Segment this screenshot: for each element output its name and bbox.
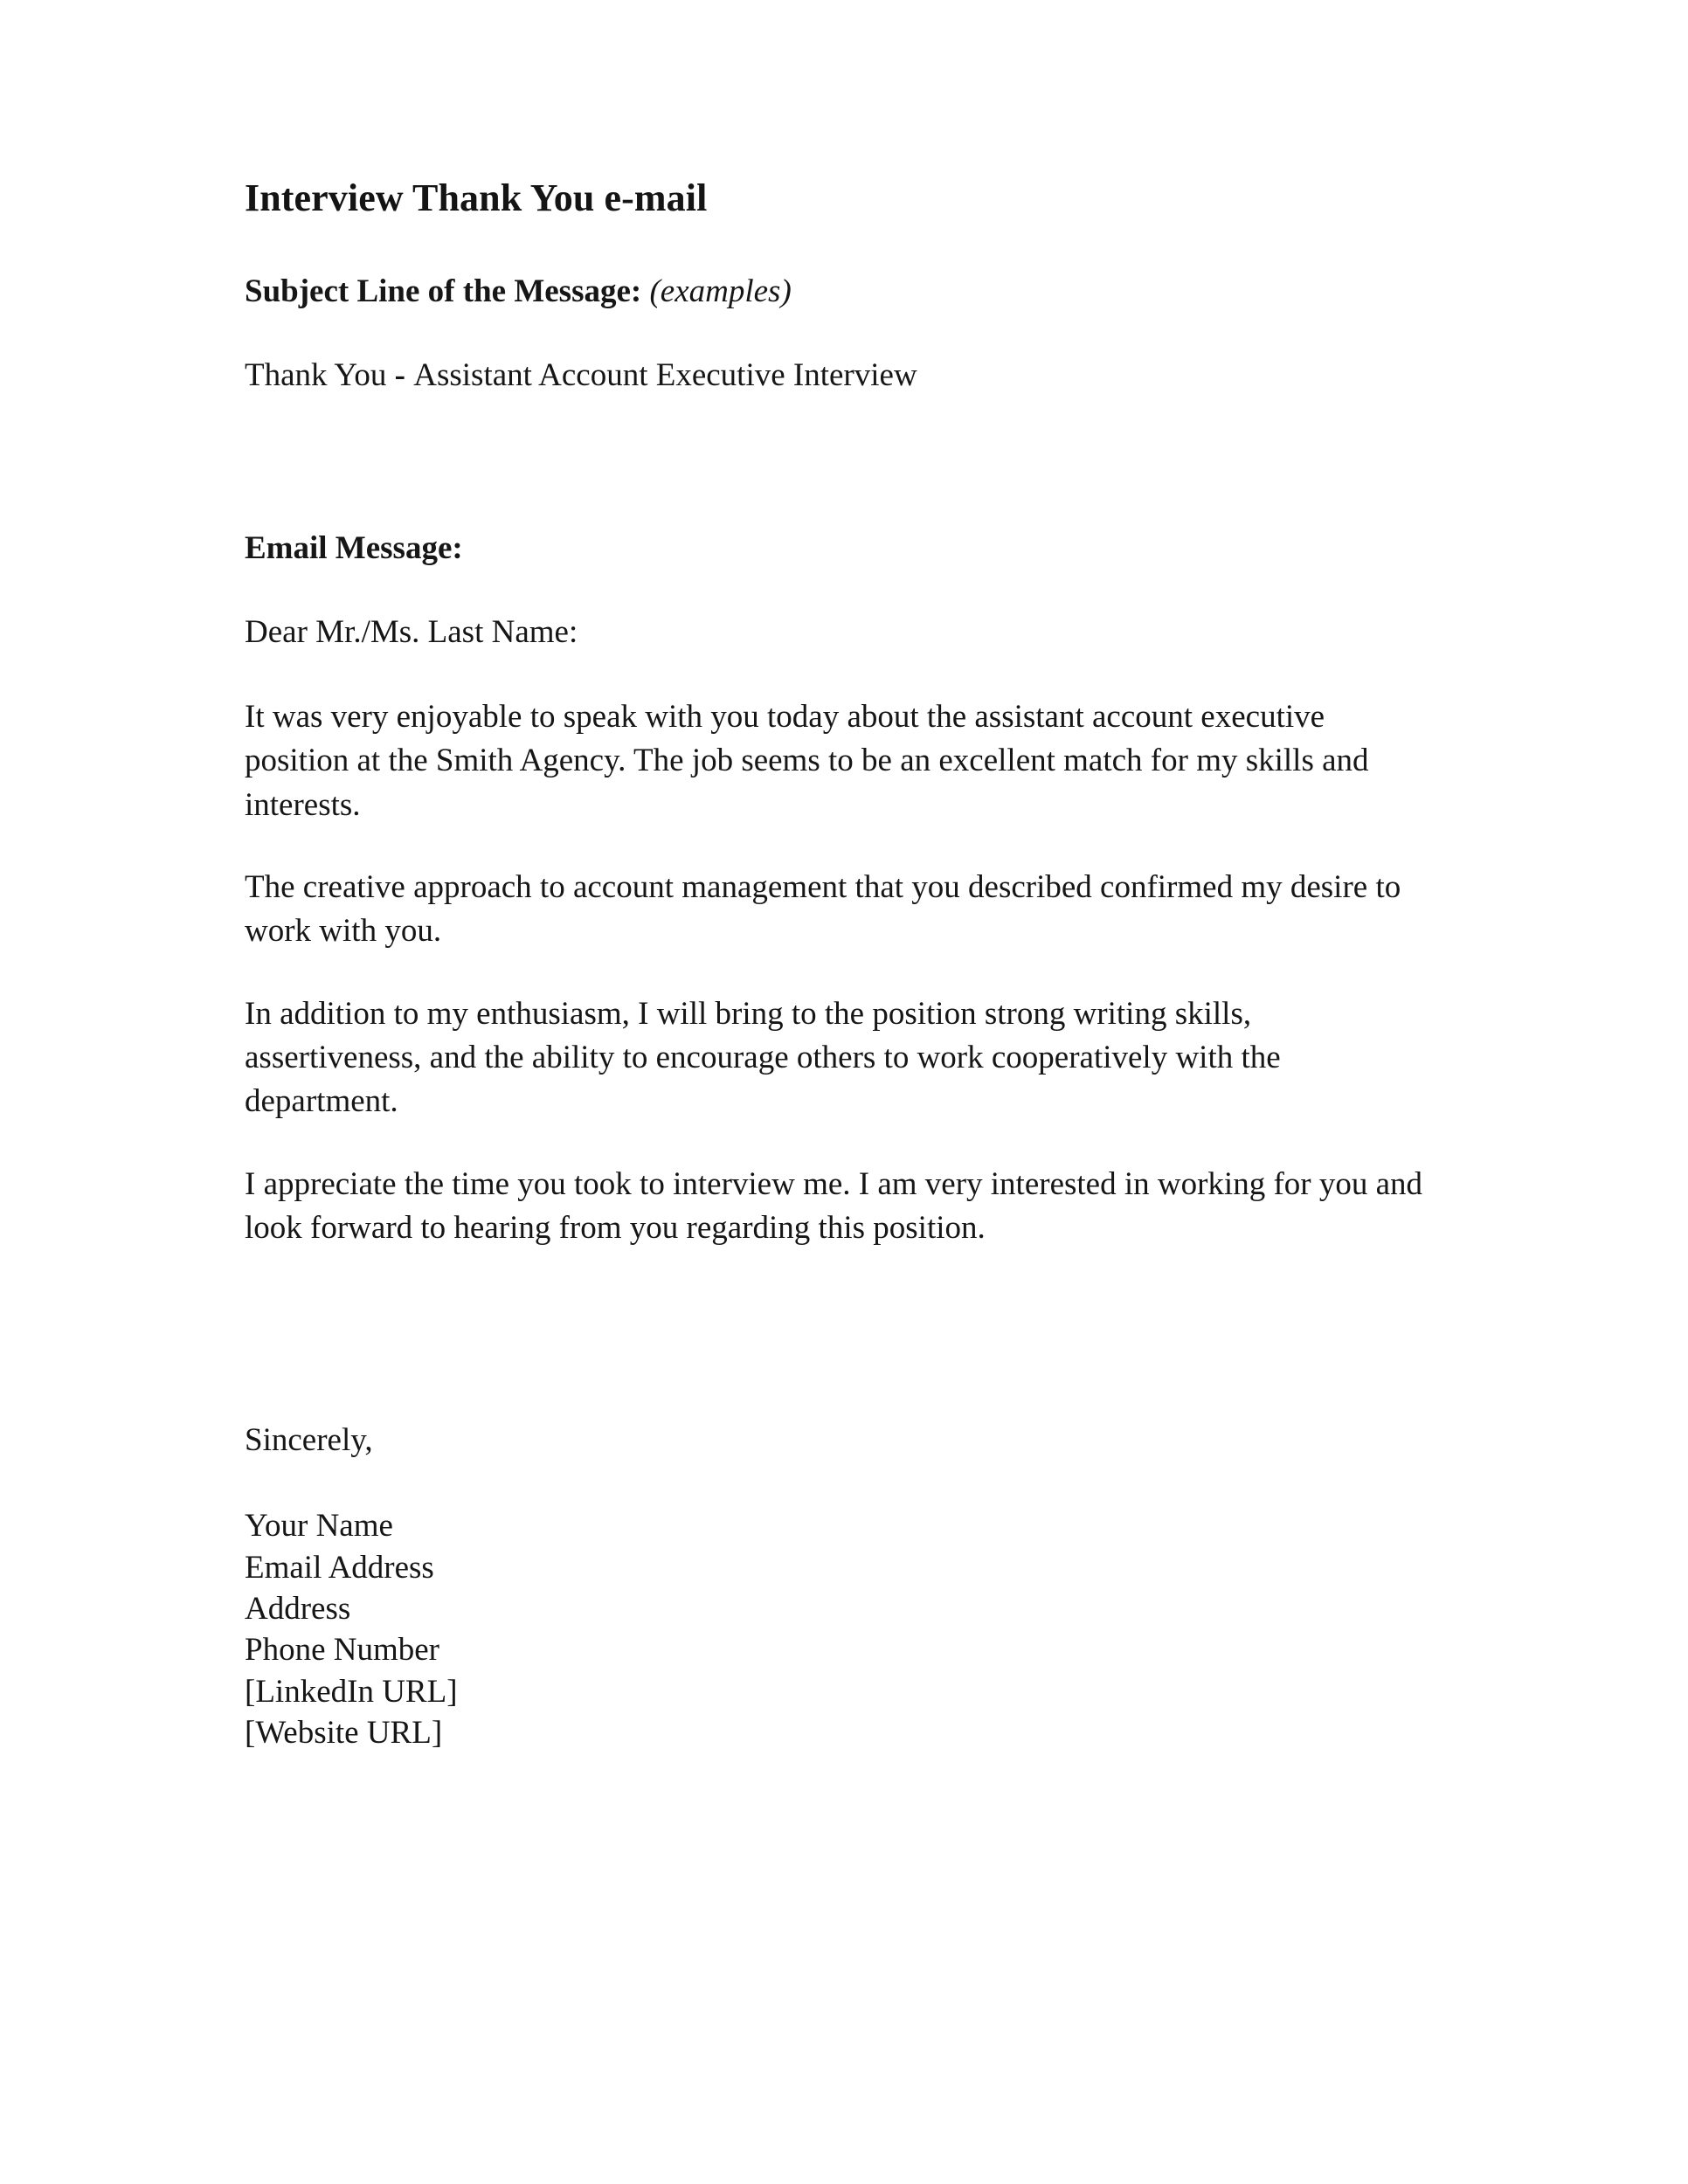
subject-line-example (245, 355, 1426, 397)
signature-line-linkedin-url: [LinkedIn URL] (245, 1673, 458, 1710)
signature-line-name: Your Name (245, 1508, 393, 1545)
body-paragraph-4: I appreciate the time you took to interview me. I am very interested in working for you and look forward to hearing from you regarding this position. (245, 1165, 1423, 1246)
body-paragraph-1: It was very enjoyable to speak with you today about the assistant account executive position at the Smith Agency. The job seems to be an excellent match for my skills and interests. (245, 699, 1369, 823)
body-paragraph-3: In addition to my enthusiasm, I will bring to the position strong writing skills, assertiveness, and the ability to encourage others to work cooperatively with the department. (245, 995, 1281, 1120)
subject-line-label: Subject Line of the Message: (245, 273, 642, 309)
body-paragraph-2: The creative approach to account management that you described confirmed my desire to work with you. (245, 868, 1401, 950)
closing-salutation: Sincerely, (245, 1422, 373, 1459)
signature-line-email: Email Address (245, 1549, 434, 1586)
signature-line-website-url: [Website URL] (245, 1715, 443, 1752)
signature-line-phone: Phone Number (245, 1632, 439, 1669)
subject-example-suffix: Assistant Account Executive Interview (413, 356, 917, 393)
page-title: Interview Thank You e-mail (245, 176, 708, 219)
subject-line-examples-note: (examples) (649, 273, 792, 309)
subject-line-label-row (245, 271, 1426, 313)
blank-paragraph-spacer-2 (245, 1289, 1426, 1420)
signature-block (245, 1505, 1426, 1753)
salutation: Dear Mr./Ms. Last Name: (245, 613, 578, 650)
email-message-heading: Email Message: (245, 529, 463, 566)
blank-paragraph-spacer-1 (245, 439, 1426, 528)
document-body (245, 175, 1426, 1753)
subject-example-dash: - (394, 356, 405, 393)
subject-example-prefix: Thank You (245, 356, 387, 393)
signature-line-address: Address (245, 1590, 351, 1627)
